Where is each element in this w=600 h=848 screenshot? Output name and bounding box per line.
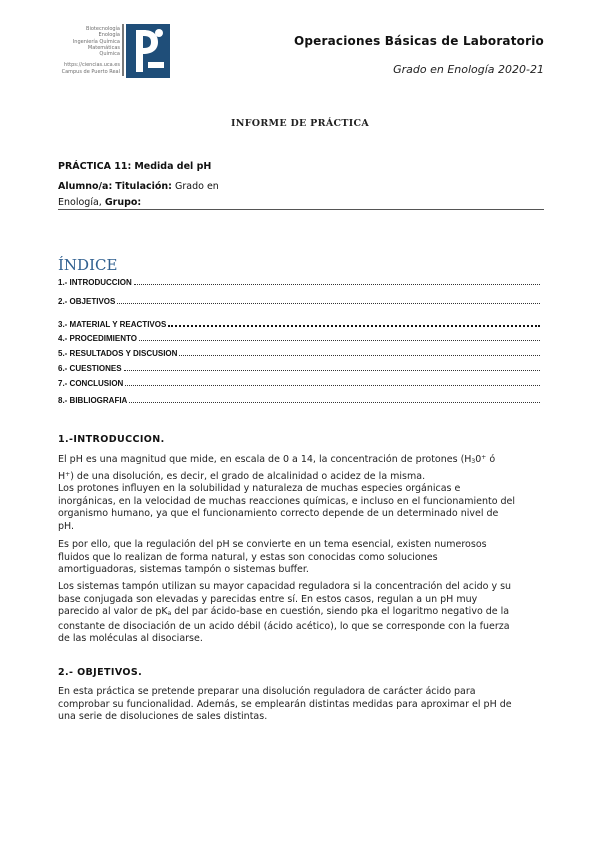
paragraph-2: Los protones influyen en la solubilidad y naturaleza de muchas especies orgánicas e inorgánicas, en la velocidad de muchas reacciones químicas, e incluso en el funcionamiento del organismo humano, ya que el funcionamiento correcto depende de un determinado nivel de pH. xyxy=(58,483,516,532)
logo-line: Enología xyxy=(98,32,120,39)
student-line xyxy=(58,181,219,192)
toc-item[interactable]: 2.- OBJETIVOS xyxy=(58,297,540,306)
degree-value-cont: Enología, xyxy=(58,197,102,208)
logo-line: Biotecnología xyxy=(86,26,120,32)
course-title: Operaciones Básicas de Laboratorio xyxy=(293,34,544,48)
header-divider xyxy=(58,209,544,210)
toc-item[interactable]: 1.- INTRODUCCION xyxy=(58,278,540,287)
toc-item[interactable]: 3.- MATERIAL Y REACTIVOS xyxy=(58,319,540,329)
logo-line: Química xyxy=(99,51,120,58)
toc-item[interactable]: 6.- CUESTIONES xyxy=(58,364,540,373)
degree-year: Grado en Enología 2020-21 xyxy=(393,63,544,76)
paragraph-objetivos: En esta práctica se pretende preparar una disolución reguladora de carácter ácido para comprobar su funcionalidad. Además, se emplearán distintas medidas para aproximar el pH de una serie de disoluciones de sales distintas. xyxy=(58,686,512,722)
paragraph-1: El pH es una magnitud que mide, en escala de 0 a 14, la concentración de protones (H30+ ó H+) de una disolución, es decir, el grado de alcalinidad o acidez de la misma. xyxy=(58,454,496,482)
group-label: Grupo: xyxy=(104,197,142,208)
section-heading-objetivos: 2.- OBJETIVOS. xyxy=(58,667,143,678)
report-title: INFORME DE PRÁCTICA xyxy=(230,118,369,129)
section-heading-introduccion: 1.-INTRODUCCION. xyxy=(58,434,165,445)
student-label: Alumno/a: xyxy=(58,181,113,192)
logo-divider xyxy=(122,24,124,76)
degree-label: Titulación: xyxy=(115,181,172,192)
logo-campus: Campus de Puerto Real xyxy=(61,68,120,75)
logo-url: https://ciencias.uca.es xyxy=(64,62,120,69)
paragraph-4: Los sistemas tampón utilizan su mayor capacidad reguladora si la concentración del acido y su base conjugada son elevadas y parecidas entre sí. En estos casos, regulan a un pH muy parecido al valor de pKa del par ácido-base en cuestión, siendo pka el logaritmo negativo de la constante de disociación de un acido débil (ácido acético), lo que se corresponde con la fuerza de las moléculas al disociarse. xyxy=(58,581,512,644)
index-title: ÍNDICE xyxy=(58,256,118,274)
toc-item[interactable]: 7.- CONCLUSION xyxy=(58,379,540,388)
faculty-logo-icon xyxy=(126,24,170,78)
practice-label: PRÁCTICA 11: xyxy=(58,161,132,172)
faculty-logo-text xyxy=(58,26,120,75)
toc-item[interactable]: 8.- BIBLIOGRAFIA xyxy=(58,396,540,405)
logo-line: Matemáticas xyxy=(87,44,120,51)
practice-line xyxy=(58,161,211,172)
degree-value: Grado en xyxy=(175,181,219,192)
logo-line: Ingeniería Química xyxy=(72,38,120,45)
toc-item[interactable]: 4.- PROCEDIMIENTO xyxy=(58,334,540,343)
paragraph-3: Es por ello, que la regulación del pH se convierte en un tema esencial, existen numerosos fluidos que lo realizan de forma natural, y estas son conocidas como soluciones amortiguadoras, sistemas tampón o sistemas buffer. xyxy=(58,539,487,575)
group-line xyxy=(58,197,141,208)
toc-item[interactable]: 5.- RESULTADOS Y DISCUSION xyxy=(58,349,540,358)
practice-name: Medida del pH xyxy=(134,161,212,172)
